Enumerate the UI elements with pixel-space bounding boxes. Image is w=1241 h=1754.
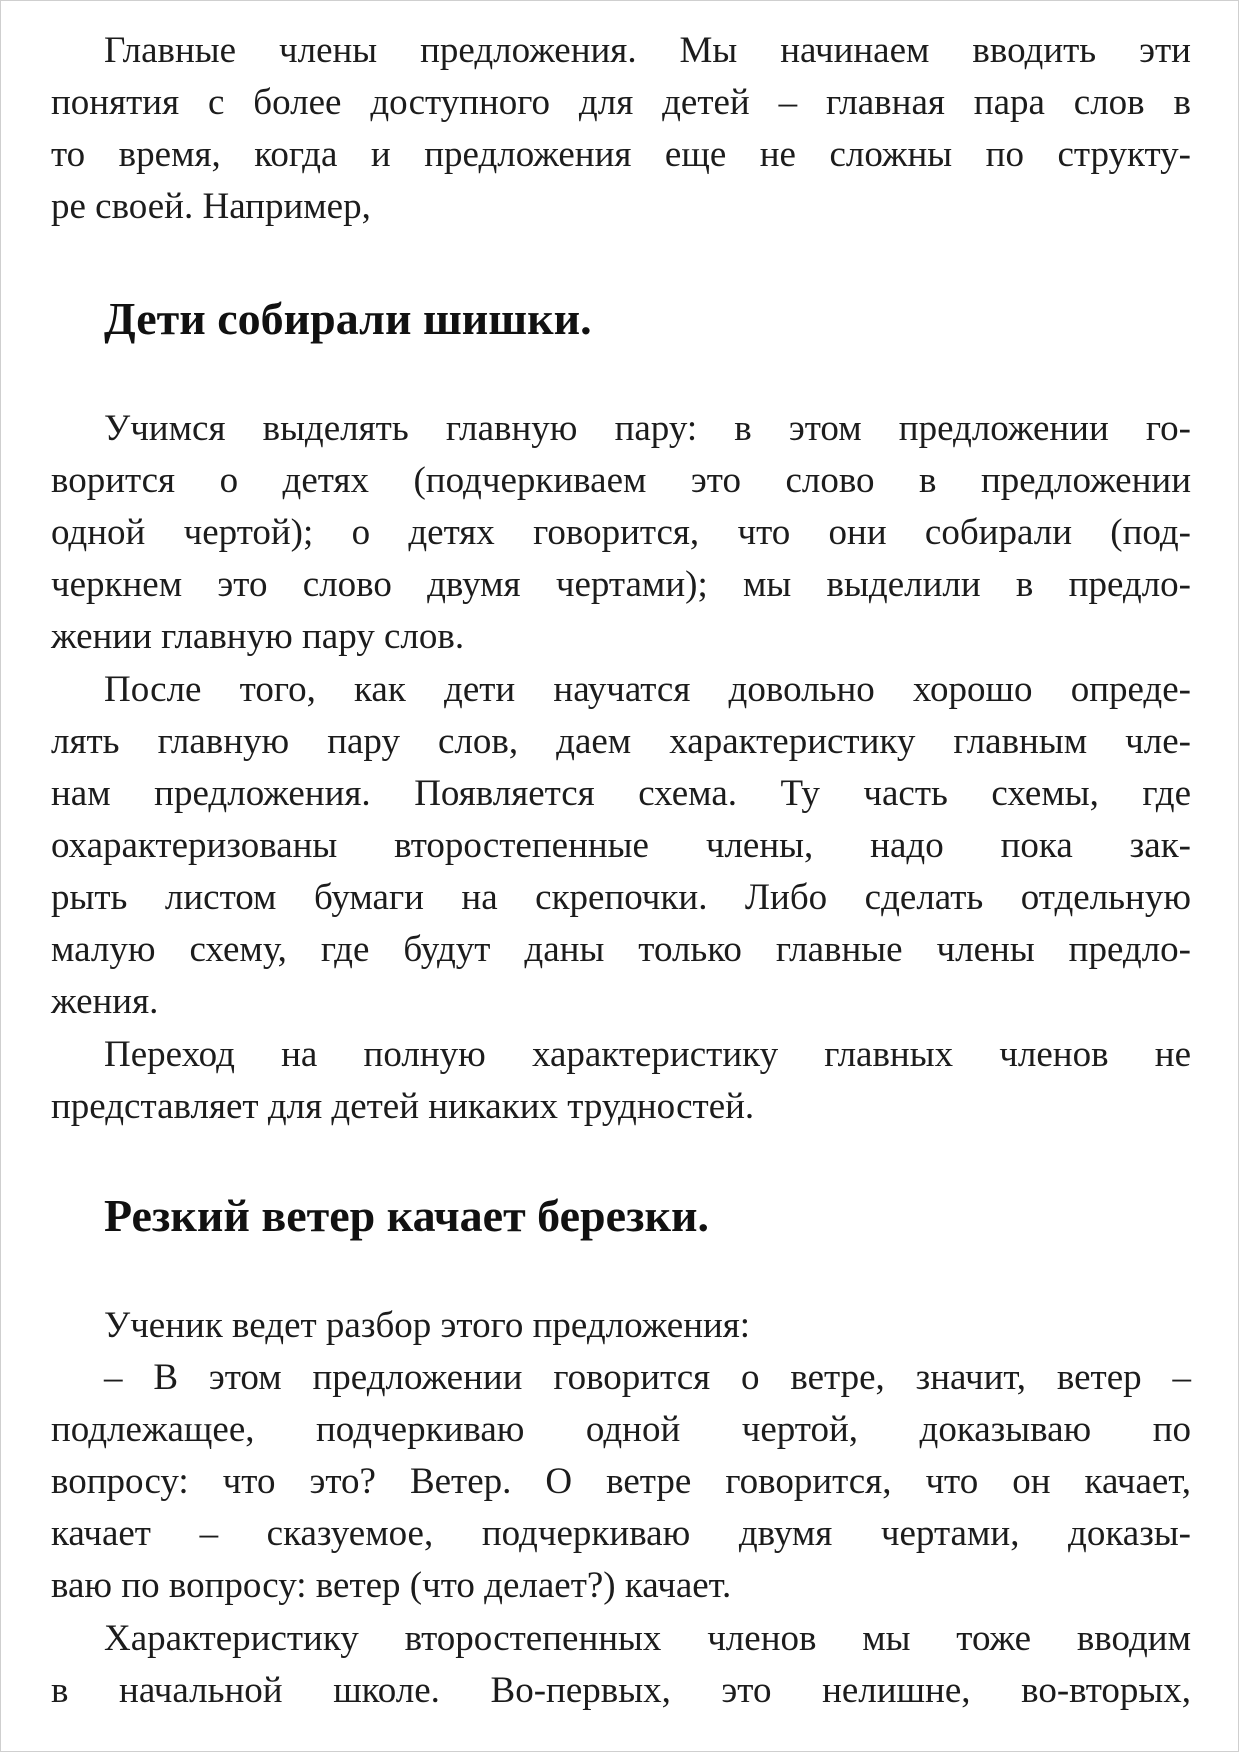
paragraph-line: ворится о детях (подчеркиваем это слово в предложении — [51, 460, 1191, 501]
paragraph-line: представляет для детей никаких трудностей. — [51, 1086, 755, 1127]
paragraph-line: вопросу: что это? Ветер. О ветре говорится, что он качает, — [51, 1461, 1191, 1502]
paragraph-line: то время, когда и предложения еще не сложны по структу- — [51, 134, 1191, 175]
paragraph-line: нам предложения. Появляется схема. Ту часть схемы, где — [51, 773, 1191, 814]
paragraph-line: охарактеризованы второстепенные члены, надо пока зак- — [51, 825, 1191, 866]
example-sentence-heading: Резкий ветер качает березки. — [104, 1190, 709, 1241]
paragraph-line: Ученик ведет разбор этого предложения: — [104, 1305, 751, 1346]
paragraph-line: лять главную пару слов, даем характеристику главным чле- — [51, 721, 1191, 762]
paragraph-line: Характеристику второстепенных членов мы тоже вводим — [104, 1618, 1191, 1659]
paragraph-line: жения. — [51, 981, 159, 1022]
paragraph-line: ваю по вопросу: ветер (что делает?) качает. — [51, 1565, 732, 1606]
paragraph-line: понятия с более доступного для детей – главная пара слов в — [51, 82, 1191, 123]
paragraph-line: – В этом предложении говорится о ветре, значит, ветер – — [104, 1357, 1191, 1398]
paragraph-line: подлежащее, подчеркиваю одной чертой, доказываю по — [51, 1409, 1191, 1450]
paragraph-line: малую схему, где будут даны только главные члены предло- — [51, 929, 1191, 970]
paragraph-line: жении главную пару слов. — [51, 616, 465, 657]
paragraph-line: в начальной школе. Во-первых, это нелишне, во-вторых, — [51, 1670, 1191, 1711]
paragraph-line: черкнем это слово двумя чертами); мы выделили в предло- — [51, 564, 1191, 605]
paragraph-line: одной чертой); о детях говорится, что они собирали (под- — [51, 512, 1191, 553]
paragraph-line: рыть листом бумаги на скрепочки. Либо сделать отдельную — [51, 877, 1191, 918]
paragraph-line: После того, как дети научатся довольно хорошо опреде- — [104, 669, 1191, 710]
paragraph-line: Главные члены предложения. Мы начинаем вводить эти — [104, 30, 1191, 71]
paragraph-line: Учимся выделять главную пару: в этом предложении го- — [104, 408, 1191, 449]
paragraph-line: качает – сказуемое, подчеркиваю двумя чертами, доказы- — [51, 1513, 1191, 1554]
paragraph-line: ре своей. Например, — [51, 186, 371, 227]
paragraph-line: Переход на полную характеристику главных членов не — [104, 1034, 1191, 1075]
example-sentence-heading: Дети собирали шишки. — [104, 293, 592, 344]
